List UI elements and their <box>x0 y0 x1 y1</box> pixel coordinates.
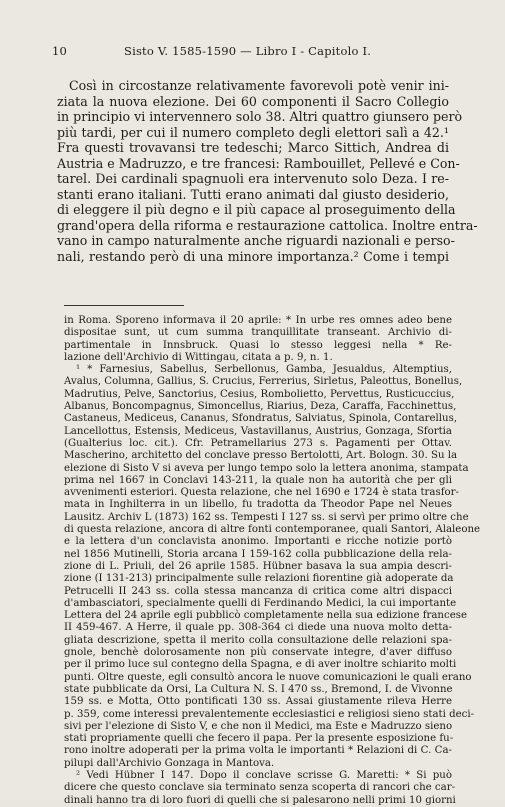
footnote-line: dinali hanno tra di loro fuori di quelli che si palesarono nelli primi 10 giorni <box>64 794 456 806</box>
footnote-line: zione (I 131-213) principalmente sulle relazioni fiorentine già adoperate da <box>64 573 454 585</box>
footnote-line: Lettera del 24 aprile egli pubblicò completamente nella sua edizione francese <box>64 610 467 622</box>
footnote-line: 159 ss. e Motta, Otto pontificati 130 ss. Assai giustamente rileva Herre <box>64 696 452 708</box>
footnote-line: state pubblicate da Orsi, La Cultura N. S. I 470 ss., Bremond, I. de Vivonne <box>64 683 453 695</box>
footnote-line: (Gualterius loc. cit.). Cfr. Petramellarius 273 s. Pagamenti per Ottav. <box>64 437 452 449</box>
footnote-line: pilupi dall'Archivio Gonzaga in Mantova. <box>64 757 275 769</box>
footnote-separator <box>64 305 184 306</box>
footnote-line: zione di L. Priuli, del 26 aprile 1585. Hübner basava la sua ampia descri- <box>64 560 452 572</box>
main-text-line: stanti erano italiani. Tutti erano animati dal giusto desiderio, <box>57 186 449 202</box>
main-text-line: di eleggere il più degno e il più capace al proseguimento della <box>57 202 456 217</box>
footnote-line: punti. Oltre queste, egli consultò ancora le nuove comunicazioni le quali erano <box>64 671 472 683</box>
main-text-line: tarel. Dei cardinali spagnuoli era intervenuto solo Deza. I re- <box>57 171 449 186</box>
footnote-line: rono inoltre adoperati per la prima volta le importanti * Relazioni di C. Ca- <box>64 745 452 757</box>
footnote-line: Lancellottus, Estensis, Mediceus, Vastavillanus, Austrius, Gonzaga, Sfortia <box>64 425 452 437</box>
footnote-line: nel 1856 Mutinelli, Storia arcana I 159-162 colla pubblicazione della rela- <box>64 548 452 560</box>
main-text-line: nali, restando però di una minore importanza.² Come i tempi <box>57 248 449 264</box>
footnote-line: Madrutius, Pelve, Sanctorius, Cesius, Rombolietto, Pervettus, Rusticuccius, <box>64 388 455 400</box>
footnote-line: Lausitz. Archiv L (1873) 162 ss. Tempesti I 127 ss. si servì per primo oltre che <box>64 511 469 523</box>
footnote-line: lazione dell'Archivio di Wittingau, citata a p. 9, n. 1. <box>64 351 333 363</box>
footnote-line: Mascherino, architetto del conclave presso Bertolotti, Art. Bologn. 30. Su la <box>64 450 458 462</box>
main-text-line: Così in circostanze relativamente favorevoli potè venir ini- <box>69 78 449 93</box>
footnote-line: dispositae sunt, ut cum summa tranquillitate transeant. Archivio di- <box>64 327 452 339</box>
main-text-line: in principio vi intervennero solo 38. Altri quattro giunsero però <box>57 109 463 124</box>
main-text-line: ziata la nuova elezione. Dei 60 componenti il Sacro Collegio <box>57 93 449 109</box>
footnote-line: elezione di Sisto V si aveva per lungo tempo solo la lettera anonima, stampata <box>64 462 469 474</box>
footnote-line: dicere che questo conclave sia terminato senza scoperta di rancori che car- <box>64 782 456 794</box>
footnote-line: ¹ * Farnesius, Sabellus, Serbellonus, Gamba, Jesualdus, Altemptius, <box>76 364 452 376</box>
main-text-line: grand'opera della riforma e restaurazione cattolica. Inoltre entra- <box>57 217 478 233</box>
footnote-line: prima nel 1667 in Conclavi 143-211, la quale non ha autorità che per gli <box>64 474 452 486</box>
footnote-line: Petrucelli II 243 ss. colla stessa mancanza di critica come altri dispacci <box>64 585 452 597</box>
footnote-line: II 459-467. A Herre, il quale pp. 308-364 ci diede una nuova molto detta- <box>64 622 452 634</box>
footnote-line: Castaneus, Mediceus, Cananus, Sfondratus, Salviatus, Spinola, Contarellus, <box>64 413 458 425</box>
main-text-line: Fra questi trovavansi tre tedeschi; Marco Sittich, Andrea di <box>57 140 449 155</box>
footnote-line: gnole, benchè dolorosamente non più conservate integre, d'aver diffuso <box>64 647 452 659</box>
footnote-line: di questa relazione, ancora di altre fonti contemporanee, quali Santori, Alaleone <box>64 524 481 536</box>
footnote-line: sivi per l'elezione di Sisto V, e che non il Medici, ma Este e Madruzzo sieno <box>64 720 453 732</box>
footnotes <box>64 315 481 807</box>
main-text-line: Austria e Madruzzo, e tre francesi: Rambouillet, Pellevé e Con- <box>57 155 460 171</box>
footnote-line: e la lettera d'un conclavista anonimo. Importanti e ricche notizie portò <box>64 536 452 548</box>
footnote-line: stati propriamente quelli che fecero il papa. Per la presente esposizione fu- <box>64 733 454 745</box>
footnote-line: p. 359, come interessi prevalentemente ecclesiastici e religiosi sieno stati deci- <box>64 708 475 720</box>
footnote-line: Avalus, Columna, Gallius, S. Crucius, Ferrerius, Sirletus, Paleottus, Bonellus, <box>64 376 463 388</box>
main-text-line: più tardi, per cui il numero completo degli elettori salì a 42.¹ <box>57 124 449 140</box>
footnote-line: partimentale in Innsbruck. Quasi lo stesso leggesi nella * Re- <box>64 339 452 351</box>
footnote-line: Albanus, Boncompagnus, Simoncellus, Riarius, Deza, Caraffa, Facchinettus, <box>64 401 457 413</box>
main-text-line: vano in campo naturalmente anche riguardi nazionali e perso- <box>57 233 455 248</box>
footnote-line: per il primo luce sul contegno della Spagna, e di aver inoltre schiarito molti <box>64 659 457 671</box>
footnote-line: avvenimenti esteriori. Questa relazione, che nel 1690 e 1724 è stata trasfor- <box>64 487 459 499</box>
main-text <box>57 78 478 264</box>
footnote-line: gliata descrizione, spetta il merito colla consultazione delle relazioni spa- <box>64 634 452 646</box>
footnote-line: in Roma. Sporeno informava il 20 aprile: * In urbe res omnes adeo bene <box>64 315 452 326</box>
footnote-line: d'ambasciatori, specialmente quelli di Ferdinando Medici, la cui importante <box>64 597 457 609</box>
page-number: 10 <box>52 44 68 58</box>
footnote-line: mata in Inghilterra in un libello, fu tradotta da Theodor Pape nel Neues <box>64 499 452 511</box>
footnote-line: ² Vedi Hübner I 147. Dopo il conclave scrisse G. Maretti: * Si può <box>76 769 452 781</box>
running-head: Sisto V. 1585-1590 — Libro I - Capitolo I. <box>124 44 372 58</box>
